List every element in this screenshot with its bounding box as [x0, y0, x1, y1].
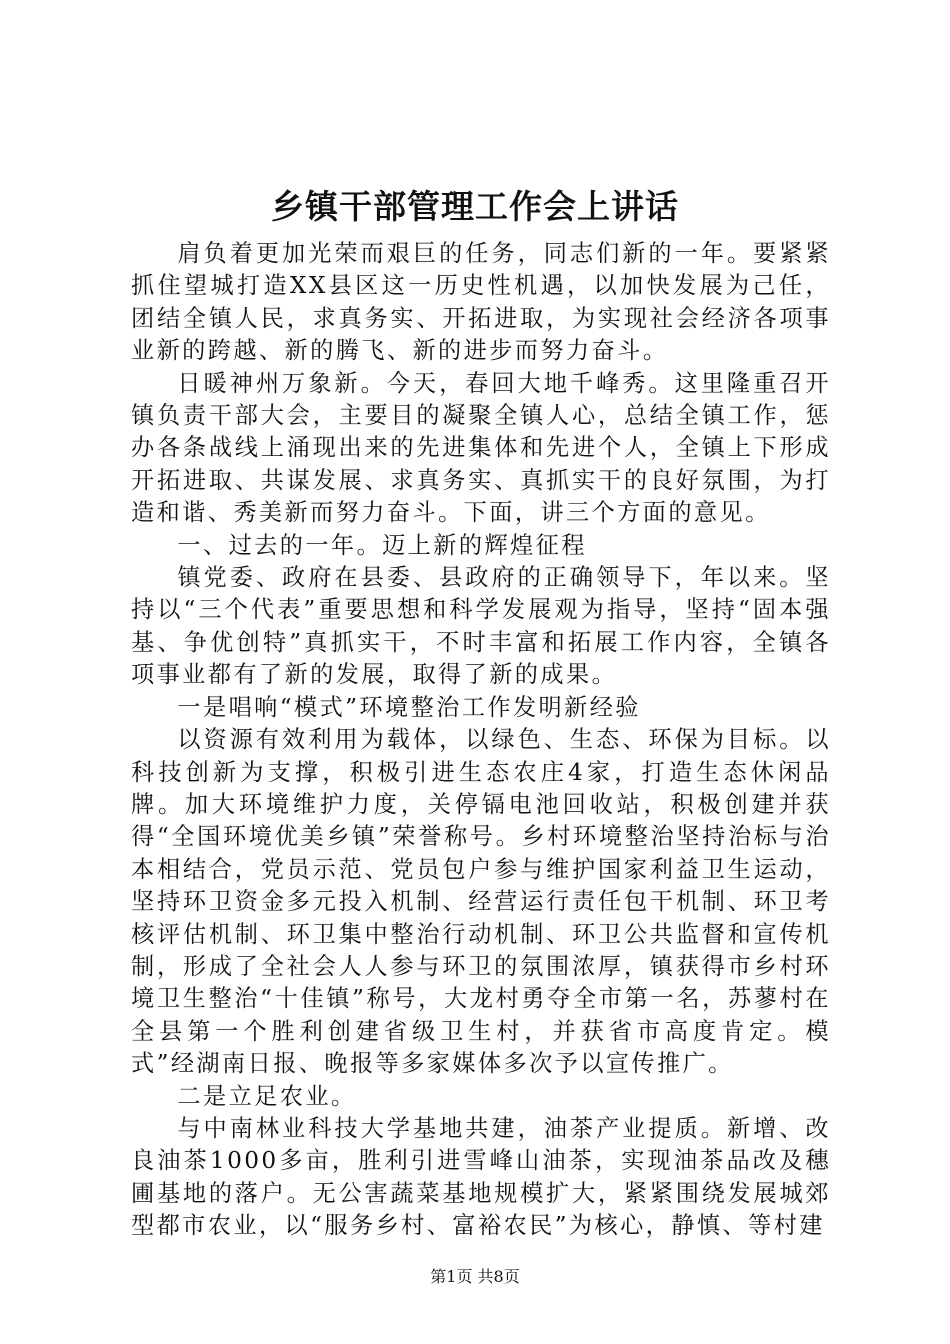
document-title: 乡镇干部管理工作会上讲话: [271, 187, 679, 226]
section-heading: 一、过去的一年。迈上新的辉煌征程: [177, 531, 587, 559]
paragraph: 肩负着更加光荣而艰巨的任务，同志们新的一年。要紧紧抓住望城打造XX县区这一历史性机遇，以加快发展为己任，团结全镇人民，求真务实、开拓进取，为实现社会经济各项事业新的跨越、新的腾飞、新的进步而努力奋斗。: [131, 240, 831, 365]
paragraph: 日暖神州万象新。今天，春回大地千峰秀。这里隆重召开镇负责干部大会，主要目的凝聚全镇人心，总结全镇工作，惩办各条战线上涌现出来的先进集体和先进个人，全镇上下形成开拓进取、共谋发展、求真务实、真抓实干的良好氛围，为打造和谐、秀美新而努力奋斗。下面，讲三个方面的意见。: [131, 369, 831, 527]
paragraph: 镇党委、政府在县委、县政府的正确领导下，年以来。坚持以“三个代表”重要思想和科学发展观为指导，坚持“固本强基、争优创特”真抓实干，不时丰富和拓展工作内容，全镇各项事业都有了新的发展，取得了新的成果。: [131, 564, 831, 689]
subsection-heading: 一是唱响“模式”环境整治工作发明新经验: [177, 693, 641, 721]
page-footer: 第1页 共8页: [430, 1267, 520, 1286]
paragraph: 与中南林业科技大学基地共建，油茶产业提质。新增、改良油茶1000多亩，胜利引进雪峰山油茶，实现油茶品改及穗圃基地的落户。无公害蔬菜基地规模扩大，紧紧围绕发展城郊型都市农业，以“服务乡村、富裕农民”为核心，静慎、等村建: [131, 1114, 831, 1240]
document-body: [131, 238, 831, 1243]
subsection-heading: 二是立足农业。: [177, 1082, 357, 1110]
paragraph: 以资源有效利用为载体，以绿色、生态、环保为目标。以科技创新为支撑，积极引进生态农庄4家，打造生态休闲品牌。加大环境维护力度，关停镉电池回收站，积极创建并获得“全国环境优美乡镇”荣誉称号。乡村环境整治坚持治标与治本相结合，党员示范、党员包户参与维护国家利益卫生运动，坚持环卫资金多元投入机制、经营运行责任包干机制、环卫考核评估机制、环卫集中整治行动机制、环卫公共监督和宣传机制，形成了全社会人人参与环卫的氛围浓厚，镇获得市乡村环境卫生整治“十佳镇”称号，大龙村勇夺全市第一名，苏蓼村在全县第一个胜利创建省级卫生村，并获省市高度肯定。模式”经湖南日报、晚报等多家媒体多次予以宣传推广。: [131, 726, 831, 1078]
